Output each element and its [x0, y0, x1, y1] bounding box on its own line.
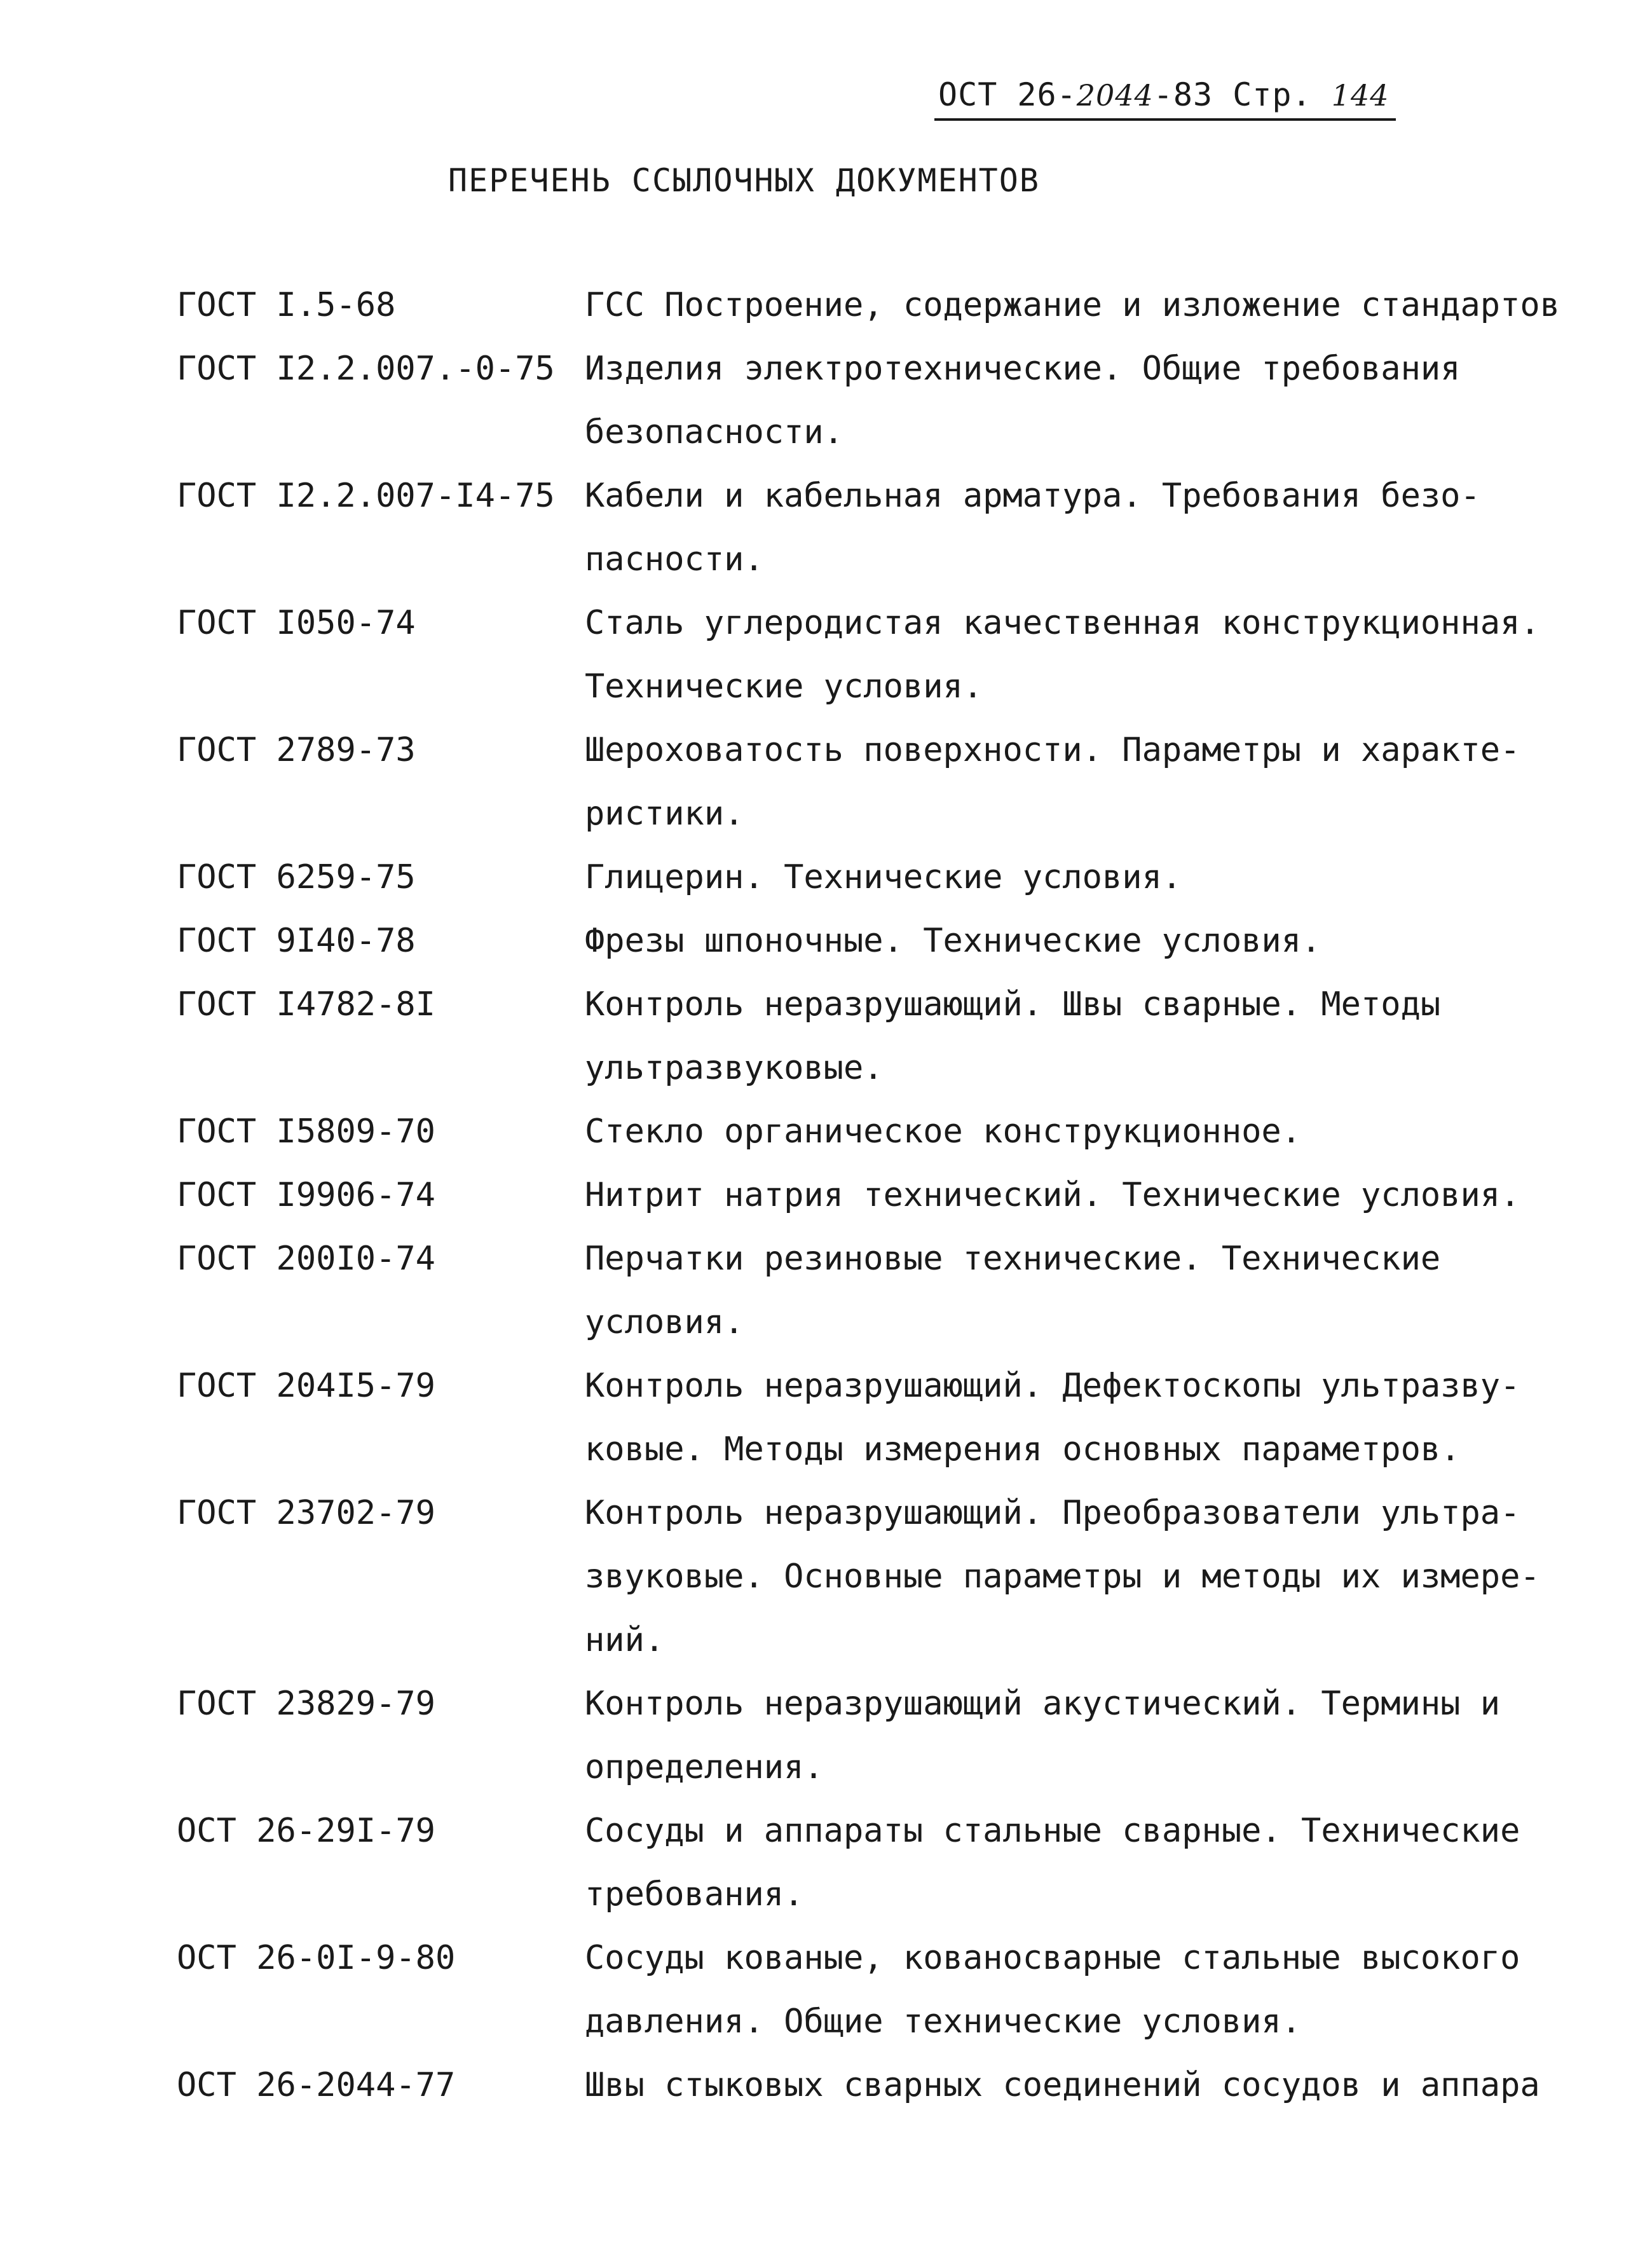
reference-documents-list — [177, 273, 1601, 2117]
document-title-line: Шероховатость поверхности. Параметры и характе- — [585, 731, 1520, 769]
document-title — [585, 1481, 1601, 1672]
document-title — [585, 909, 1601, 973]
document-row — [177, 1354, 1601, 1481]
document-title-line: ний. — [585, 1621, 665, 1659]
document-code: ГОСТ I9906-74 — [177, 1176, 435, 1214]
document-title — [585, 591, 1601, 718]
document-title-line: пасности. — [585, 540, 764, 579]
document-title-line: давления. Общие технические условия. — [585, 2003, 1302, 2041]
document-row — [177, 1100, 1601, 1163]
document-title-line: ГСС Построение, содержание и изложение стандартов — [585, 286, 1560, 324]
document-row — [177, 1672, 1601, 1799]
document-row — [177, 1799, 1601, 1926]
document-title — [585, 1100, 1601, 1163]
document-title-line: Кабели и кабельная арматура. Требования безо- — [585, 477, 1480, 515]
document-code: ГОСТ 9I40-78 — [177, 922, 416, 960]
document-row — [177, 1926, 1601, 2053]
document-title — [585, 718, 1601, 846]
document-title — [585, 273, 1601, 337]
page-header — [934, 76, 1396, 121]
document-title-line: Сосуды кованые, кованосварные стальные высокого — [585, 1939, 1520, 1977]
document-code: ГОСТ I.5-68 — [177, 286, 396, 324]
document-title-line: Сосуды и аппараты стальные сварные. Технические — [585, 1812, 1520, 1850]
document-title-line: определения. — [585, 1748, 824, 1786]
document-title-line: ристики. — [585, 795, 744, 833]
document-title-line: Изделия электротехнические. Общие требования — [585, 350, 1461, 388]
document-title-line: Контроль неразрушающий. Преобразователи ультра- — [585, 1494, 1520, 1532]
document-code: ГОСТ I5809-70 — [177, 1113, 435, 1151]
document-row — [177, 1227, 1601, 1354]
document-row — [177, 591, 1601, 718]
document-title-line: требования. — [585, 1875, 804, 1914]
document-row — [177, 337, 1601, 464]
document-title — [585, 973, 1601, 1100]
document-title-line: Контроль неразрушающий. Швы сварные. Методы — [585, 985, 1441, 1024]
header-prefix: ОСТ 26- — [938, 76, 1077, 113]
document-row — [177, 846, 1601, 909]
document-code: ГОСТ I4782-8I — [177, 985, 435, 1024]
document-title — [585, 2053, 1601, 2117]
document-title-line: ультразвуковые. — [585, 1049, 884, 1087]
page-title: ПЕРЕЧЕНЬ ССЫЛОЧНЫХ ДОКУМЕНТОВ — [448, 162, 1040, 199]
document-title-line: Сталь углеродистая качественная конструкционная. — [585, 604, 1540, 642]
document-row — [177, 1163, 1601, 1227]
document-code: ГОСТ I2.2.007-I4-75 — [177, 477, 555, 515]
document-title — [585, 1354, 1601, 1481]
header-page-number: 144 — [1331, 78, 1389, 113]
document-title-line: Фрезы шпоночные. Технические условия. — [585, 922, 1321, 960]
document-code: ГОСТ 6259-75 — [177, 858, 416, 896]
document-title-line: Перчатки резиновые технические. Технические — [585, 1240, 1441, 1278]
header-mid: -83 Стр. — [1153, 76, 1312, 113]
document-row — [177, 464, 1601, 591]
document-code: ОСТ 26-2044-77 — [177, 2066, 456, 2104]
document-row — [177, 1481, 1601, 1672]
document-code: ГОСТ I050-74 — [177, 604, 416, 642]
document-row — [177, 973, 1601, 1100]
document-code: ГОСТ I2.2.007.-0-75 — [177, 350, 555, 388]
document-row — [177, 2053, 1601, 2117]
document-row — [177, 718, 1601, 846]
document-title — [585, 464, 1601, 591]
header-document-number: 2044 — [1076, 78, 1154, 113]
document-title-line: безопасности. — [585, 413, 843, 451]
document-code: ГОСТ 23702-79 — [177, 1494, 435, 1532]
document-title-line: Швы стыковых сварных соединений сосудов и аппара — [585, 2066, 1540, 2104]
document-title-line: Нитрит натрия технический. Технические условия. — [585, 1176, 1520, 1214]
document-title — [585, 1672, 1601, 1799]
document-title-line: Технические условия. — [585, 668, 983, 706]
document-row — [177, 273, 1601, 337]
document-title — [585, 337, 1601, 464]
document-title — [585, 1163, 1601, 1227]
document-title-line: Контроль неразрушающий акустический. Термины и — [585, 1685, 1501, 1723]
document-title-line: ковые. Методы измерения основных параметров. — [585, 1430, 1461, 1469]
document-title-line: Контроль неразрушающий. Дефектоскопы ультразву- — [585, 1367, 1520, 1405]
document-code: ГОСТ 204I5-79 — [177, 1367, 435, 1405]
document-code: ГОСТ 200I0-74 — [177, 1240, 435, 1278]
document-title — [585, 1227, 1601, 1354]
document-code: ГОСТ 2789-73 — [177, 731, 416, 769]
document-code: ОСТ 26-29I-79 — [177, 1812, 435, 1850]
document-title-line: условия. — [585, 1303, 744, 1341]
document-title-line: звуковые. Основные параметры и методы их измере- — [585, 1558, 1540, 1596]
document-code: ГОСТ 23829-79 — [177, 1685, 435, 1723]
document-title — [585, 1799, 1601, 1926]
document-title-line: Глицерин. Технические условия. — [585, 858, 1182, 896]
document-title-line: Стекло органическое конструкционное. — [585, 1113, 1302, 1151]
document-code: ОСТ 26-0I-9-80 — [177, 1939, 456, 1977]
document-title — [585, 1926, 1601, 2053]
document-title — [585, 846, 1601, 909]
document-row — [177, 909, 1601, 973]
